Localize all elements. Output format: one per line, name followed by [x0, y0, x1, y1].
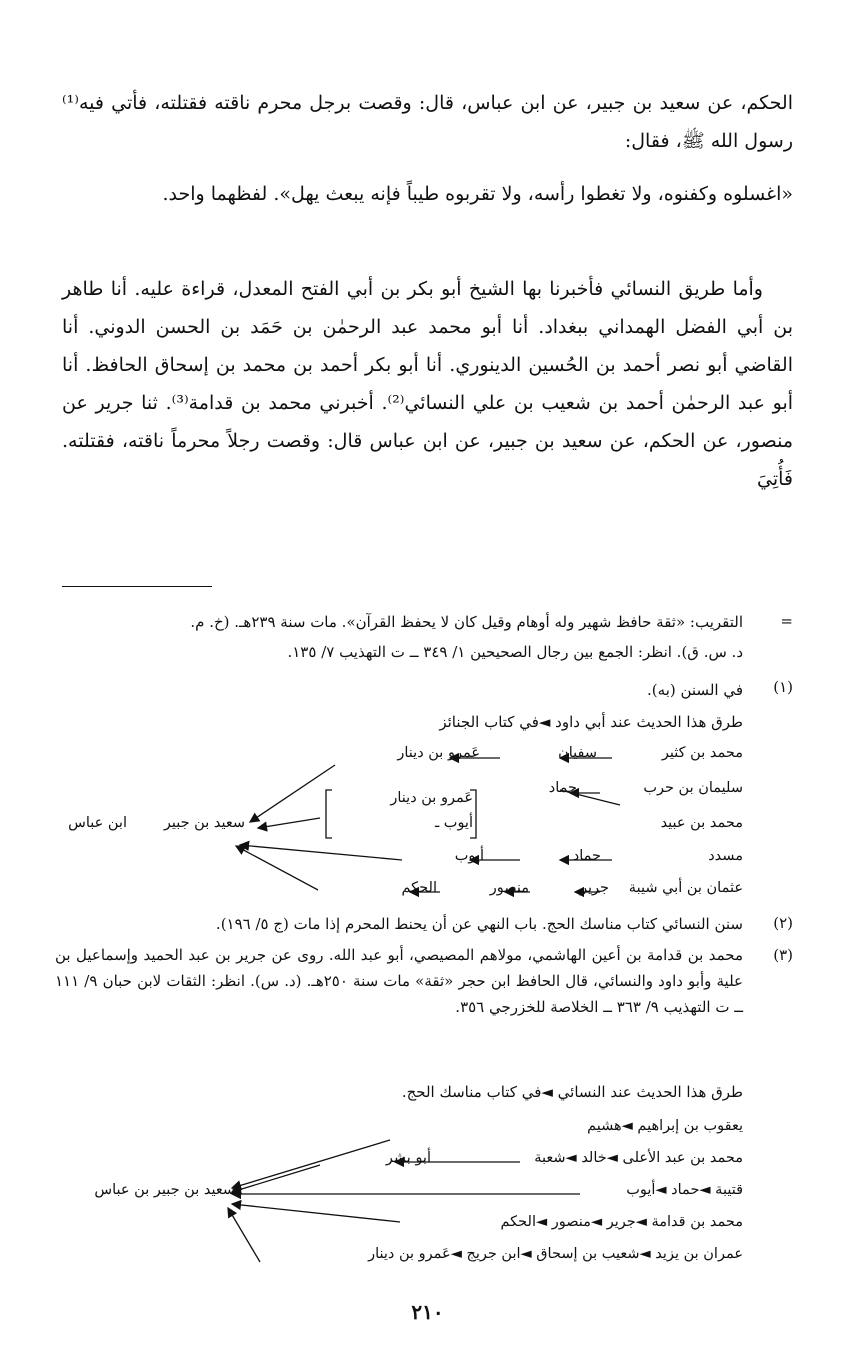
footnote-1-number: (١)	[773, 678, 793, 696]
t1-narrator: أيوب	[454, 848, 484, 864]
footnote-3-number: (٣)	[773, 946, 793, 964]
paragraph-1: الحكم، عن سعيد بن جبير، عن ابن عباس، قال: وقصت برجل محرم ناقته فقتلته، فأتي فيه⁽¹⁾ رسول الله ﷺ، فقال:	[62, 92, 793, 152]
tree-1-title: طرق هذا الحديث عند أبي داود ◄في كتاب الجنائز	[439, 713, 743, 731]
footnote-2-text: سنن النسائي كتاب مناسك الحج. باب النهي عن أن يحنط المحرم إذا مات (ج ٥/ ١٩٦).	[215, 915, 743, 933]
t1-narrator: عثمان بن أبي شيبة	[628, 880, 743, 896]
tree-2-title: طرق هذا الحديث عند النسائي ◄في كتاب مناسك الحج.	[401, 1083, 743, 1101]
t1-narrator: جرير	[580, 880, 609, 896]
t1-narrator: محمد بن عبيد	[660, 815, 743, 831]
t1-narrator: محمد بن كثير	[661, 745, 743, 761]
t1-bracket-item: أيوب ـ	[434, 815, 473, 831]
t2-row: يعقوب بن إبراهيم ◄هشيم	[587, 1118, 743, 1134]
t1-narrator: حماد	[572, 848, 601, 864]
t2-row: قتيبة ◄حماد ◄أيوب	[626, 1182, 743, 1198]
t1-bracket-item: عَمرو بن دينار	[390, 790, 473, 806]
footnote-cont-line1: التقريب: «ثقة حافظ شهير وله أوهام وقيل كان لا يحفظ القرآن». مات سنة ٢٣٩هـ. (خ. م.	[190, 613, 743, 631]
page-number: ٢١٠	[411, 1300, 444, 1324]
footnote-cont-marker: =	[780, 612, 793, 630]
t2-row: عمران بن يزيد ◄شعيب بن إسحاق ◄ابن جريج ◄عَمرو بن دينار	[368, 1246, 743, 1262]
t1-narrator: منصور	[489, 880, 529, 896]
t1-target: سعيد بن جبير	[163, 815, 245, 831]
t2-row: أبو بشر	[385, 1150, 431, 1166]
footnote-3-text: محمد بن قدامة بن أعين الهاشمي، مولاهم المصيصي، أبو عبد الله. روى عن جرير بن عبد الحميد وإسماعيل بن علية وأبو داود والنسائي، قال الحافظ ابن حجر «ثقة» مات سنة ٢٥٠هـ. (د. س). انظر: الثقات لابن حبان ٩/ ١١١ ــ ت التهذيب ٩/ ٣٦٣ ــ الخلاصة للخزرجي ٣٥٦.	[55, 946, 744, 1016]
t1-narrator: حماد	[548, 780, 577, 796]
t1-narrator: الحكم	[401, 880, 437, 896]
footnote-cont-line2: د. س. ق). انظر: الجمع بين رجال الصحيحين ١/ ٣٤٩ ــ ت التهذيب ٧/ ١٣٥.	[287, 643, 743, 661]
t1-narrator: مسدد	[708, 848, 743, 864]
t1-target2: ابن عباس	[68, 815, 127, 831]
t1-narrator: عَمرو بن دينار	[397, 745, 480, 761]
t2-row: محمد بن قدامة ◄جرير ◄منصور ◄الحكم	[500, 1214, 743, 1230]
paragraph-2: «اغسلوه وكفنوه، ولا تغطوا رأسه، ولا تقربوه طيباً فإنه يبعث يهل». لفظهما واحد.	[162, 183, 793, 205]
paragraph-3: وأما طريق النسائي فأخبرنا بها الشيخ أبو بكر بن أبي الفتح المعدل، قراءة عليه. أنا طاهر بن أبي الفضل الهمداني ببغداد. أنا أبو محمد عبد الرحمٰن بن حَمَد بن الحسن الدوني. أنا القاضي أبو نصر أحمد بن الحُسين الدينوري. أنا أبو بكر أحمد بن محمد بن إسحاق الحافظ. أنا أبو عبد الرحمٰن أحمد بن شعيب بن علي النسائي⁽²⁾. أخبرني محمد بن قدامة⁽³⁾. ثنا جرير عن منصور، عن الحكم، عن سعيد بن جبير، عن ابن عباس قال: وقصت رجلاً محرماً ناقته، فقتلته. فَأُتِيَ	[62, 278, 794, 490]
footnote-1-text: في السنن (به).	[647, 681, 743, 699]
t2-target: سعيد بن جبير بن عباس	[94, 1182, 235, 1198]
t1-narrator: سفيان	[558, 745, 597, 761]
t1-narrator: سليمان بن حرب	[643, 780, 743, 796]
footnote-2-number: (٢)	[773, 914, 793, 932]
t2-row: محمد بن عبد الأعلى ◄خالد ◄شعبة	[534, 1150, 743, 1166]
